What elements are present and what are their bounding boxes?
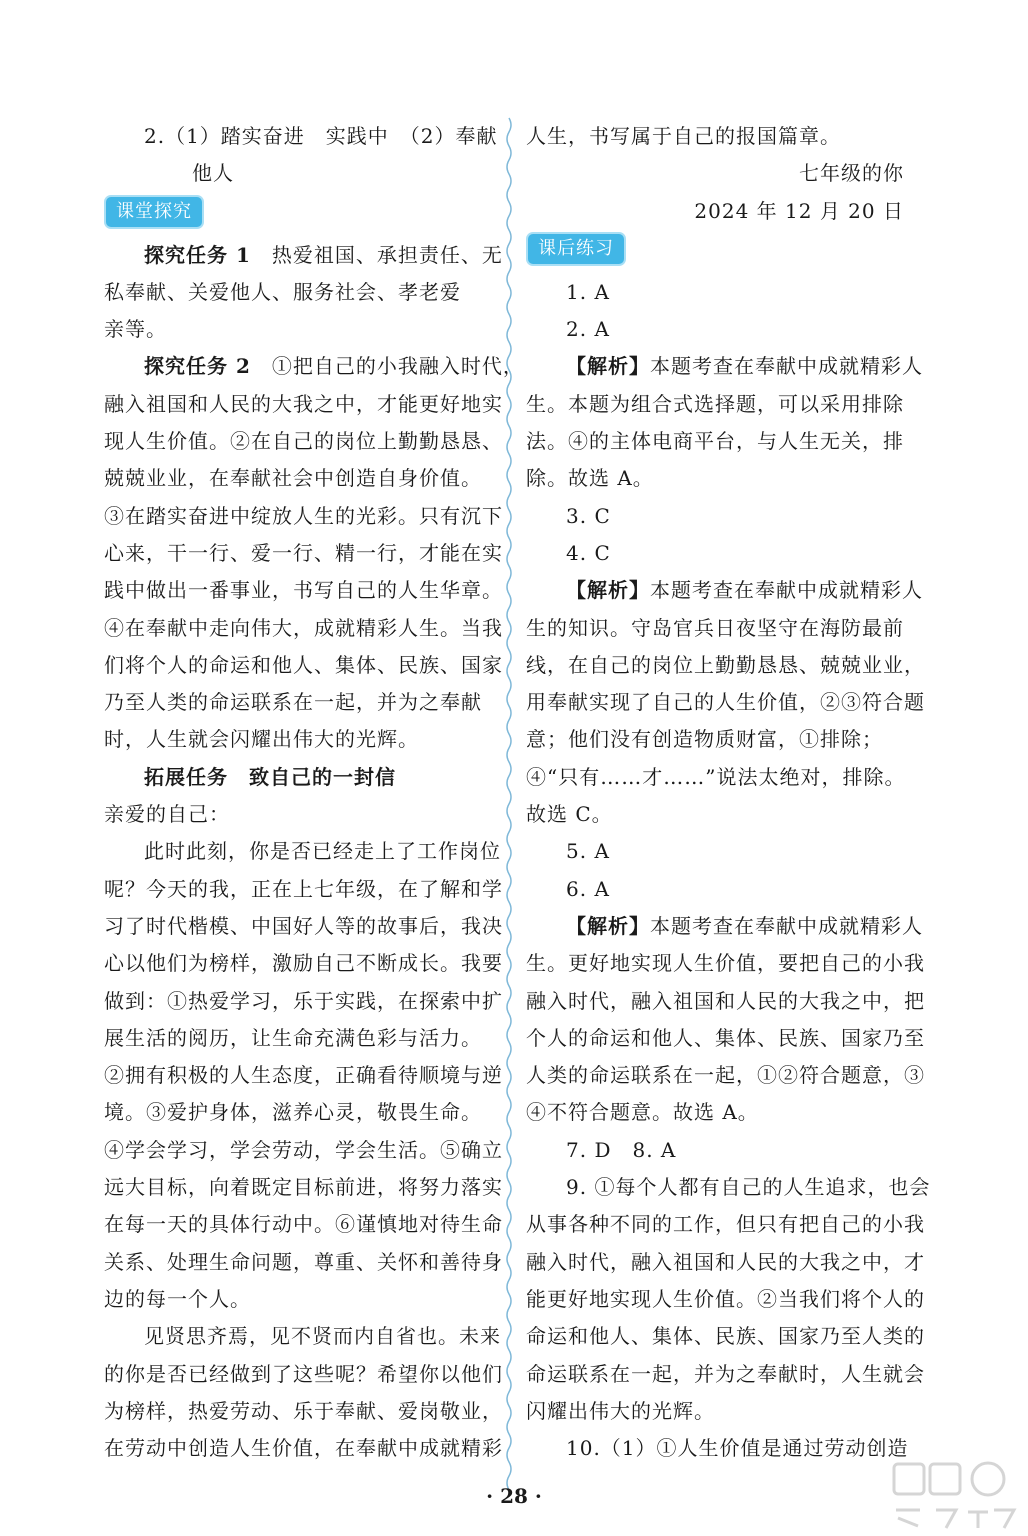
text-line bbox=[104, 237, 503, 274]
line-text: 融入时代，融入祖国和人民的大我之中，把 bbox=[526, 988, 925, 1013]
line-text: 时，人生就会闪耀出伟大的光辉。 bbox=[104, 727, 419, 752]
line-text: 4. C bbox=[566, 540, 611, 565]
text-line bbox=[526, 945, 925, 982]
text-line bbox=[104, 1430, 503, 1467]
text-line bbox=[526, 155, 914, 192]
line-text: 生。更好地实现人生价值，要把自己的小我 bbox=[526, 951, 925, 976]
line-text: 1. A bbox=[566, 279, 610, 304]
line-text: ②拥有积极的人生态度，正确看待顺境与逆 bbox=[104, 1063, 503, 1088]
line-text: 3. C bbox=[566, 503, 611, 528]
text-line bbox=[104, 1244, 503, 1281]
line-text: 人类的命运联系在一起，①②符合题意，③ bbox=[526, 1063, 925, 1088]
text-line bbox=[526, 386, 914, 423]
text-line bbox=[526, 193, 914, 230]
line-text: 融入祖国和人民的大我之中，才能更好地实 bbox=[104, 391, 503, 416]
text-line bbox=[104, 423, 503, 460]
line-text: 境。③爱护身体，滋养心灵，敬畏生命。 bbox=[104, 1100, 482, 1125]
line-text: 法。④的主体电商平台，与人生无关，排 bbox=[526, 429, 904, 454]
line-text: 乃至人类的命运联系在一起，并为之奉献 bbox=[104, 690, 482, 715]
line-text: 七年级的你 bbox=[799, 161, 904, 186]
text-line bbox=[104, 1318, 501, 1355]
line-text: 命运和他人、集体、民族、国家乃至人类的 bbox=[526, 1324, 925, 1349]
line-text: 心以他们为榜样，激励自己不断成长。我要 bbox=[104, 951, 503, 976]
text-line bbox=[104, 871, 503, 908]
left-column bbox=[104, 118, 524, 1467]
line-text: 本题考查在奉献中成就精彩人 bbox=[650, 578, 923, 603]
line-text: 生。本题为组合式选择题，可以采用排除 bbox=[526, 391, 904, 416]
text-line bbox=[526, 1094, 914, 1131]
line-text: 2. A bbox=[566, 317, 610, 342]
line-text: ①把自己的小我融入时代， bbox=[250, 354, 524, 379]
text-line bbox=[104, 1356, 503, 1393]
line-text: 做到：①热爱学习，乐于实践，在探索中扩 bbox=[104, 988, 503, 1013]
line-text: 能更好地实现人生价值。②当我们将个人的 bbox=[526, 1286, 925, 1311]
text-line bbox=[104, 155, 492, 192]
text-line bbox=[104, 1206, 503, 1243]
bold-label: 【解析】 bbox=[566, 354, 650, 379]
text-line bbox=[526, 1356, 925, 1393]
column-divider bbox=[503, 118, 515, 1480]
text-line bbox=[104, 908, 503, 945]
section-badge: 课堂探究 bbox=[104, 195, 204, 229]
line-text: 意；他们没有创造物质财富，①排除； bbox=[526, 727, 883, 752]
line-text: ④不符合题意。故选 A。 bbox=[526, 1100, 759, 1125]
line-text: 的你是否已经做到了这些呢？希望你以他们 bbox=[104, 1361, 503, 1386]
text-line bbox=[526, 1132, 914, 1169]
bold-label: 探究任务 1 bbox=[144, 242, 251, 267]
text-line bbox=[526, 721, 914, 758]
page-number: · 28 · bbox=[486, 1484, 542, 1508]
line-text: 6. A bbox=[566, 876, 610, 901]
text-line bbox=[104, 1281, 492, 1318]
line-text: 见贤思齐焉，见不贤而内自省也。未来 bbox=[144, 1324, 501, 1349]
text-line bbox=[526, 871, 914, 908]
line-text: 生的知识。守岛官兵日夜坚守在海防最前 bbox=[526, 615, 904, 640]
text-line bbox=[104, 118, 498, 155]
text-line bbox=[104, 833, 501, 870]
line-text: 5. A bbox=[566, 839, 610, 864]
text-line bbox=[104, 572, 503, 609]
text-line bbox=[526, 983, 925, 1020]
text-line bbox=[104, 1132, 503, 1169]
text-line bbox=[104, 1393, 503, 1430]
text-line bbox=[104, 796, 492, 833]
line-text: 现人生价值。②在自己的岗位上勤勤恳恳、 bbox=[104, 429, 503, 454]
line-text: 展生活的阅历，让生命充满色彩与活力。 bbox=[104, 1025, 482, 1050]
text-line bbox=[526, 423, 914, 460]
bold-label: 探究任务 2 bbox=[144, 354, 251, 379]
text-line bbox=[104, 721, 492, 758]
text-line bbox=[526, 610, 914, 647]
text-line bbox=[104, 945, 503, 982]
line-text: 习了时代楷模、中国好人等的故事后，我决 bbox=[104, 913, 503, 938]
text-line bbox=[526, 572, 923, 609]
text-line bbox=[526, 460, 914, 497]
text-line bbox=[526, 274, 914, 311]
line-text: 他人 bbox=[192, 161, 234, 186]
text-line bbox=[104, 684, 492, 721]
text-line bbox=[526, 684, 925, 721]
text-line bbox=[526, 796, 914, 833]
line-text: 7. D 8. A bbox=[566, 1137, 677, 1162]
text-line bbox=[104, 311, 492, 348]
text-line bbox=[104, 386, 503, 423]
text-line bbox=[526, 833, 914, 870]
text-line bbox=[526, 348, 923, 385]
line-text: 人生，书写属于自己的报国篇章。 bbox=[526, 124, 841, 148]
text-line bbox=[526, 908, 923, 945]
text-line bbox=[104, 1020, 492, 1057]
line-text: 关系、处理生命问题，尊重、关怀和善待身 bbox=[104, 1249, 503, 1274]
right-column bbox=[526, 118, 931, 1467]
text-line bbox=[526, 1020, 925, 1057]
line-text: 闪耀出伟大的光辉。 bbox=[526, 1398, 715, 1423]
bold-label: 拓展任务 致自己的一封信 bbox=[144, 764, 396, 789]
line-text: 践中做出一番事业，书写自己的人生华章。 bbox=[104, 578, 503, 603]
line-text: 本题考查在奉献中成就精彩人 bbox=[650, 354, 923, 379]
text-line bbox=[104, 1057, 503, 1094]
text-line bbox=[104, 348, 524, 385]
line-text: 在每一天的具体行动中。⑥谨慎地对待生命 bbox=[104, 1212, 503, 1237]
text-line bbox=[526, 647, 925, 684]
line-text: ④在奉献中走向伟大，成就精彩人生。当我 bbox=[104, 615, 503, 640]
line-text: 除。故选 A。 bbox=[526, 466, 654, 491]
line-text: 用奉献实现了自己的人生价值，②③符合题 bbox=[526, 690, 925, 715]
text-line bbox=[104, 498, 503, 535]
text-line bbox=[104, 460, 492, 497]
line-text: 故选 C。 bbox=[526, 802, 613, 827]
line-text: 9. ①每个人都有自己的人生追求，也会 bbox=[566, 1175, 931, 1200]
text-line bbox=[526, 1169, 931, 1206]
line-text: ③在踏实奋进中绽放人生的光彩。只有沉下 bbox=[104, 503, 503, 528]
text-line bbox=[526, 1057, 925, 1094]
line-text: 为榜样，热爱劳动、乐于奉献、爱岗敬业， bbox=[104, 1398, 503, 1423]
line-text: 私奉献、关爱他人、服务社会、孝老爱 bbox=[104, 279, 461, 304]
text-line bbox=[526, 759, 914, 796]
text-line bbox=[526, 1244, 925, 1281]
line-text: 兢兢业业，在奉献社会中创造自身价值。 bbox=[104, 466, 482, 491]
line-text: 融入时代，融入祖国和人民的大我之中，才 bbox=[526, 1249, 925, 1274]
text-line bbox=[526, 1281, 925, 1318]
text-line bbox=[526, 311, 914, 348]
text-line bbox=[104, 535, 503, 572]
line-text: ④学会学习，学会劳动，学会生活。⑤确立 bbox=[104, 1137, 503, 1162]
line-text: 线，在自己的岗位上勤勤恳恳、兢兢业业， bbox=[526, 652, 925, 677]
text-line bbox=[526, 1318, 925, 1355]
text-line bbox=[104, 610, 503, 647]
line-text: 边的每一个人。 bbox=[104, 1286, 251, 1311]
line-text: 们将个人的命运和他人、集体、民族、国家 bbox=[104, 652, 503, 677]
text-line bbox=[104, 1169, 503, 1206]
section-heading-row bbox=[526, 230, 914, 274]
section-badge: 课后练习 bbox=[526, 232, 626, 266]
line-text: 从事各种不同的工作，但只有把自己的小我 bbox=[526, 1212, 925, 1237]
text-line bbox=[526, 498, 914, 535]
line-text: 个人的命运和他人、集体、民族、国家乃至 bbox=[526, 1025, 925, 1050]
bold-label: 【解析】 bbox=[566, 578, 650, 603]
line-text: 远大目标，向着既定目标前进，将努力落实 bbox=[104, 1175, 503, 1200]
line-text: 呢？今天的我，正在上七年级，在了解和学 bbox=[104, 876, 503, 901]
text-line bbox=[526, 1430, 914, 1467]
line-text: 命运联系在一起，并为之奉献时，人生就会 bbox=[526, 1361, 925, 1386]
line-text: 本题考查在奉献中成就精彩人 bbox=[650, 913, 923, 938]
line-text: 热爱祖国、承担责任、无 bbox=[250, 242, 503, 267]
text-line bbox=[104, 759, 492, 796]
text-line bbox=[104, 647, 503, 684]
text-line bbox=[526, 1393, 914, 1430]
text-line bbox=[526, 1206, 925, 1243]
bold-label: 【解析】 bbox=[566, 913, 650, 938]
text-line bbox=[526, 535, 914, 572]
line-text: 2.（1）踏实奋进 实践中 （2）奉献 bbox=[144, 124, 498, 148]
section-heading-row bbox=[104, 193, 492, 237]
line-text: 亲等。 bbox=[104, 317, 167, 342]
text-line bbox=[526, 118, 914, 155]
text-line bbox=[104, 983, 503, 1020]
text-line bbox=[104, 274, 492, 311]
line-text: 此时此刻，你是否已经走上了工作岗位 bbox=[144, 839, 501, 864]
line-text: 亲爱的自己： bbox=[104, 802, 230, 827]
line-text: 2024 年 12 月 20 日 bbox=[694, 198, 904, 223]
line-text: 心来，干一行、爱一行、精一行，才能在实 bbox=[104, 540, 503, 565]
line-text: 在劳动中创造人生价值，在奉献中成就精彩 bbox=[104, 1436, 503, 1461]
watermark-logo bbox=[890, 1458, 1020, 1532]
line-text: 10.（1）①人生价值是通过劳动创造 bbox=[566, 1436, 909, 1461]
text-line bbox=[104, 1094, 492, 1131]
line-text: ④“只有……才……”说法太绝对，排除。 bbox=[526, 764, 906, 789]
